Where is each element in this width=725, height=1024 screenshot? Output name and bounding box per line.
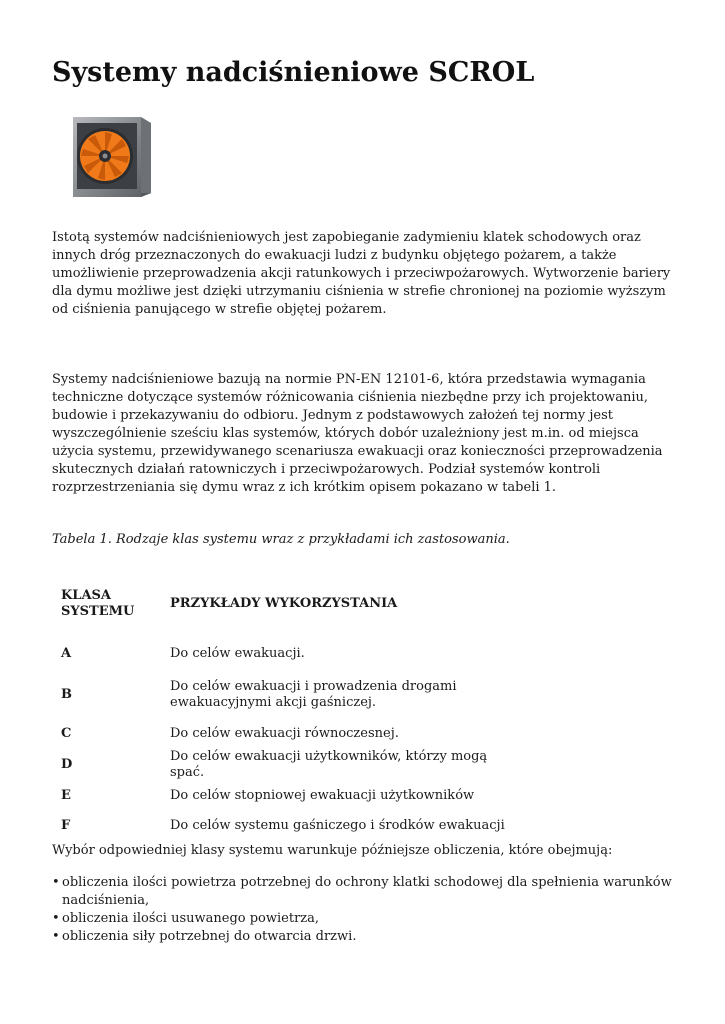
description-cell: Do celów systemu gaśniczego i środków ewakuacji xyxy=(170,818,505,833)
table-row xyxy=(52,624,522,668)
table-caption: Tabela 1. Rodzaje klas systemu wraz z przykładami ich zastosowania. xyxy=(52,532,510,547)
class-cell: D xyxy=(61,757,73,772)
class-cell: B xyxy=(61,687,72,702)
table-row xyxy=(52,716,522,749)
description-cell: Do celów ewakuacji użytkowników, którzy mogą spać. xyxy=(170,749,488,780)
table-row xyxy=(52,749,522,781)
list-item: • obliczenia ilości usuwanego powietrza, xyxy=(52,910,677,928)
intro-paragraph: Istotą systemów nadciśnieniowych jest zapobieganie zadymieniu klatek schodowych oraz innych dróg przeznaczonych do ewakuacji ludzi z budynku objętego pożarem, a także umożliwienie przeprowadzenia akcji ratunkowych i przeciwpożarowych. Wytworzenie bariery dla dymu możliwe jest dzięki utrzymaniu ciśnienia w strefie chronionej na poziomie wyższym od ciśnienia panującego w strefie objętej pożarem. xyxy=(52,230,671,317)
class-cell: C xyxy=(61,726,72,741)
list-item: • obliczenia ilości powietrza potrzebnej do ochrony klatki schodowej dla spełnienia warunków nadciśnienia, xyxy=(52,874,677,910)
list-item: • obliczenia siły potrzebnej do otwarcia drzwi. xyxy=(52,928,677,946)
norm-paragraph: Systemy nadciśnieniowe bazują na normie PN-EN 12101-6, która przedstawia wymagania techniczne dotyczące systemów różnicowania ciśnienia niezbędne przy ich projektowaniu, budowie i przekazywaniu do odbioru. Jednym z podstawowych założeń tej normy jest wyszczególnienie sześciu klas systemów, których dobór uzależniony jest m.in. od miejsca użycia systemu, przewidywanego scenariusza ewakuacji oraz konieczności przeprowadzenia skutecznych działań ratowniczych i przeciwpożarowych. Podział systemów kontroli rozprzestrzeniania się dymu wraz z ich krótkim opisem pokazano w tabeli 1. xyxy=(52,372,663,495)
table-row xyxy=(52,811,522,841)
calculations-intro: Wybór odpowiedniej klasy systemu warunkuje późniejsze obliczenia, które obejmują: xyxy=(52,843,613,858)
calculations-list xyxy=(52,874,677,946)
table-header-row xyxy=(52,583,522,624)
table-row xyxy=(52,668,522,716)
system-classes-table xyxy=(52,583,522,841)
header-examples: PRZYKŁADY WYKORZYSTANIA xyxy=(170,595,398,611)
class-cell: F xyxy=(61,818,71,833)
description-cell: Do celów stopniowej ewakuacji użytkowników xyxy=(170,788,475,803)
page-title: Systemy nadciśnieniowe SCROL xyxy=(52,57,535,88)
description-cell: Do celów ewakuacji równoczesnej. xyxy=(170,726,399,741)
fan-unit-icon xyxy=(69,113,155,199)
table-row xyxy=(52,781,522,811)
class-cell: A xyxy=(61,645,72,661)
header-class: KLASA SYSTEMU xyxy=(61,587,135,619)
description-cell: Do celów ewakuacji. xyxy=(170,645,305,661)
class-cell: E xyxy=(61,788,71,803)
description-cell: Do celów ewakuacji i prowadzenia drogami ewakuacyjnymi akcji gaśniczej. xyxy=(170,679,457,710)
